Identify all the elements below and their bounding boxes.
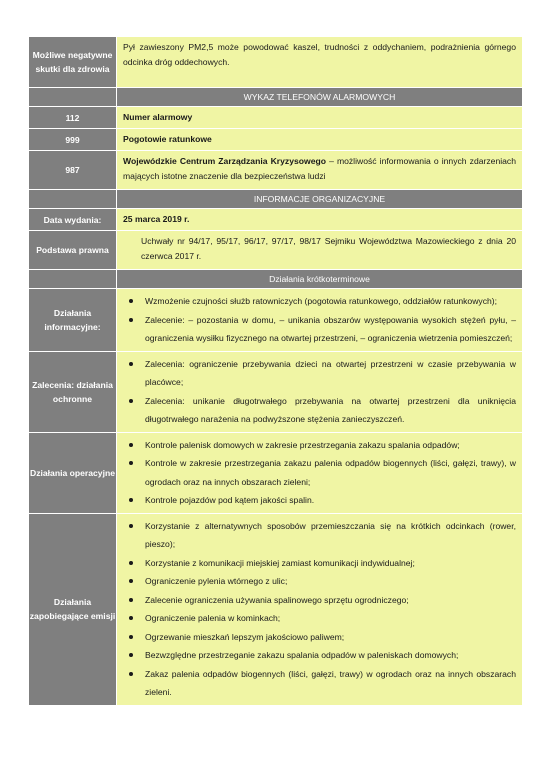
list-item: Zalecenie ograniczenia używania spalinowego sprzętu ogrodniczego; — [145, 591, 516, 610]
health-effects-row — [29, 37, 523, 88]
list-item: Kontrole pojazdów pod kątem jakości spalin. — [145, 491, 516, 510]
list-item: Kontrole palenisk domowych w zakresie przestrzegania zakazu spalania odpadów; — [145, 436, 516, 455]
action-group-label: Działania operacyjne — [29, 432, 117, 513]
list-item: Ograniczenie palenia w kominkach; — [145, 609, 516, 628]
info-table — [28, 36, 523, 706]
header-spacer — [29, 270, 117, 289]
org-header-row — [29, 190, 523, 209]
document-page — [28, 36, 522, 706]
action-group-items — [117, 432, 523, 513]
bullet-list — [123, 355, 516, 429]
phone-row — [29, 107, 523, 129]
list-item: Bezwzględne przestrzeganie zakazu spalania odpadów w paleniskach domowych; — [145, 646, 516, 665]
action-group-label: Działania zapobiegające emisji — [29, 513, 117, 705]
action-group-label: Zalecenia: działania ochronne — [29, 351, 117, 432]
issue-date-row — [29, 209, 523, 231]
legal-basis-label: Podstawa prawna — [29, 231, 117, 270]
phones-header-row — [29, 88, 523, 107]
legal-basis-row — [29, 231, 523, 270]
legal-basis-value: Uchwały nr 94/17, 95/17, 96/17, 97/17, 98/17 Sejmiku Województwa Mazowieckiego z dnia 20 czerwca 2017 r. — [117, 231, 523, 270]
action-group-items — [117, 513, 523, 705]
header-spacer — [29, 88, 117, 107]
phones-header: WYKAZ TELEFONÓW ALARMOWYCH — [117, 88, 523, 107]
list-item: Kontrole w zakresie przestrzegania zakazu palenia odpadów biogennych (liści, gałęzi, trawy), w ogrodach oraz na innych obszarach zieleni; — [145, 454, 516, 491]
phone-entry — [117, 151, 523, 190]
actions-header: Działania krótkoterminowe — [117, 270, 523, 289]
org-header: INFORMACJE ORGANIZACYJNE — [117, 190, 523, 209]
phone-name: Pogotowie ratunkowe — [117, 129, 523, 151]
phone-number: 999 — [29, 129, 117, 151]
action-group-row — [29, 513, 523, 705]
phone-number: 987 — [29, 151, 117, 190]
list-item: Zakaz palenia odpadów biogennych (liści, gałęzi, trawy) w ogrodach oraz na innych obszarach zieleni. — [145, 665, 516, 702]
action-group-label: Działania informacyjne: — [29, 289, 117, 352]
bullet-list — [123, 517, 516, 702]
issue-date-label: Data wydania: — [29, 209, 117, 231]
phone-name: Numer alarmowy — [117, 107, 523, 129]
bullet-list — [123, 292, 516, 348]
phone-row — [29, 129, 523, 151]
phone-name: Wojewódzkie Centrum Zarządzania Kryzysowego — [123, 156, 326, 166]
list-item: Zalecenia: ograniczenie przebywania dzieci na otwartej przestrzeni w czasie przebywania w placówce; — [145, 355, 516, 392]
list-item: Korzystanie z alternatywnych sposobów przemieszczania się na krótkich odcinkach (rower, pieszo); — [145, 517, 516, 554]
list-item: Zalecenie: – pozostania w domu, – unikania obszarów występowania wysokich stężeń pyłu, – ograniczenia wysiłku fizycznego na otwartej przestrzeni, – ograniczenia wietrzenia pomieszczeń; — [145, 311, 516, 348]
phone-number: 112 — [29, 107, 117, 129]
list-item: Ogrzewanie mieszkań lepszym jakościowo paliwem; — [145, 628, 516, 647]
health-effects-label: Możliwe negatywne skutki dla zdrowia — [29, 37, 117, 88]
health-effects-value: Pył zawieszony PM2,5 może powodować kaszel, trudności z oddychaniem, podrażnienia górnego odcinka dróg oddechowych. — [117, 37, 523, 88]
phone-description: – możliwość informowania o innych zdarzeniach mających istotne znaczenie dla bezpieczeństwa ludzi — [123, 156, 516, 181]
list-item: Ograniczenie pylenia wtórnego z ulic; — [145, 572, 516, 591]
list-item: Wzmożenie czujności służb ratowniczych (pogotowia ratunkowego, oddziałów ratunkowych); — [145, 292, 516, 311]
phone-row — [29, 151, 523, 190]
actions-header-row — [29, 270, 523, 289]
action-group-items — [117, 351, 523, 432]
action-group-row — [29, 432, 523, 513]
action-group-row — [29, 289, 523, 352]
list-item: Korzystanie z komunikacji miejskiej zamiast komunikacji indywidualnej; — [145, 554, 516, 573]
issue-date-value: 25 marca 2019 r. — [117, 209, 523, 231]
header-spacer — [29, 190, 117, 209]
action-group-row — [29, 351, 523, 432]
bullet-list — [123, 436, 516, 510]
list-item: Zalecenia: unikanie długotrwałego przebywania na otwartej przestrzeni dla uniknięcia długotrwałego narażenia na podwyższone stężenia zanieczyszczeń. — [145, 392, 516, 429]
action-group-items — [117, 289, 523, 352]
